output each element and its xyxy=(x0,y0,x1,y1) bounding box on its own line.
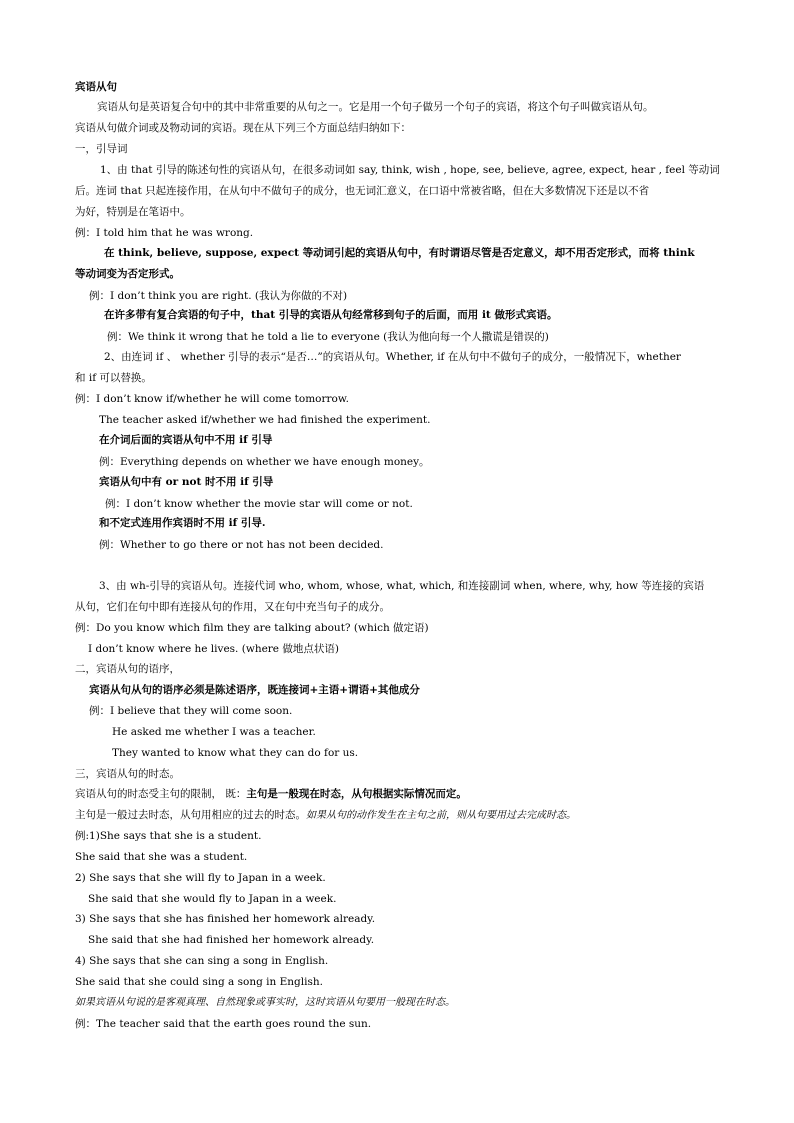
paragraph-1-line-3: 为好，特别是在笔语中。 xyxy=(75,206,191,218)
example-7: 例：I don’t know whether the movie star will come or not. xyxy=(105,498,413,510)
tense-example-1a: 例:1)She says that she is a student. xyxy=(75,830,262,842)
paragraph-1-line-1: 1、由 that 引导的陈述句性的宾语从句，在很多动词如 say, think, wish , hope, see, believe, agree, expect, hear , feel 等动词 xyxy=(100,164,720,176)
tense-example-2b: She said that she would fly to Japan in a week. xyxy=(88,893,337,905)
tense-rule-2 xyxy=(75,808,576,823)
tense-rule-1-lead: 宾语从句的时态受主句的限制， 既： xyxy=(75,788,247,800)
rule-6: 宾语从句从句的语序必须是陈述语序，既连接词+主语+谓语+其他成分 xyxy=(89,684,420,696)
section-2-heading: 二，宾语从句的语序， xyxy=(75,663,180,675)
paragraph-2-line-2: 和 if 可以替换。 xyxy=(75,372,152,384)
intro-line-1: 宾语从句是英语复合句中的其中非常重要的从句之一。它是用一个句子做另一个句子的宾语，将这个句子叫做宾语从句。 xyxy=(97,101,654,113)
section-3-heading: 三，宾语从句的时态。 xyxy=(75,768,180,780)
rule-4: 宾语从句中有 or not 时不用 if 引导 xyxy=(99,476,274,488)
example-1: 例：I told him that he was wrong. xyxy=(75,227,254,239)
doc-title: 宾语从句 xyxy=(75,81,117,93)
example-6: 例：Everything depends on whether we have enough money。 xyxy=(99,456,430,468)
tense-rule-2-lead: 主句是一般过去时态，从句用相应的过去的时态。 xyxy=(75,809,306,821)
example-2: 例：I don’t think you are right. (我认为你做的不对) xyxy=(89,290,348,302)
paragraph-3-line-2: 从句，它们在句中即有连接从句的作用，又在句中充当句子的成分。 xyxy=(75,601,390,613)
tense-example-4b: She said that she could sing a song in English. xyxy=(75,976,323,988)
example-13: They wanted to know what they can do for us. xyxy=(112,747,359,759)
tense-example-5: 例：The teacher said that the earth goes round the sun. xyxy=(75,1018,372,1030)
tense-example-1b: She said that she was a student. xyxy=(75,851,248,863)
rule-5: 和不定式连用作宾语时不用 if 引导. xyxy=(99,517,266,529)
example-12: He asked me whether I was a teacher. xyxy=(112,726,316,738)
tense-example-3a: 3) She says that she has finished her homework already. xyxy=(75,913,376,925)
tense-example-4a: 4) She says that she can sing a song in English. xyxy=(75,955,329,967)
paragraph-3-line-1: 3、由 wh-引导的宾语从句。连接代词 who, whom, whose, what, which, 和连接副词 when, where, why, how 等连接的宾语 xyxy=(99,580,705,592)
paragraph-2-line-1: 2、由连词 if 、 whether 引导的表示“是否…”的宾语从句。Whether, if 在从句中不做句子的成分，一般情况下，whether xyxy=(104,351,681,363)
rule-1-line-1: 在 think, believe, suppose, expect 等动词引起的宾语从句中，有时谓语尽管是否定意义，却不用否定形式，而将 think xyxy=(104,247,695,259)
rule-2: 在许多带有复合宾语的句子中，that 引导的宾语从句经常移到句子的后面，而用 it 做形式宾语。 xyxy=(104,309,558,321)
paragraph-1-line-2: 后。连词 that 只起连接作用，在从句中不做句子的成分，也无词汇意义，在口语中常被省略，但在大多数情况下还是以不省 xyxy=(75,185,650,197)
example-3: 例：We think it wrong that he told a lie to everyone (我认为他向每一个人撒谎是错误的) xyxy=(107,331,549,343)
tense-example-3b: She said that she had finished her homework already. xyxy=(88,934,375,946)
intro-line-2: 宾语从句做介词或及物动词的宾语。现在从下列三个方面总结归纳如下： xyxy=(75,122,411,134)
objective-truth-note: 如果宾语从句说的是客观真理、自然现象或事实时，这时宾语从句要用一般现在时态。 xyxy=(75,997,455,1008)
example-8: 例：Whether to go there or not has not been decided. xyxy=(99,539,384,551)
tense-example-2a: 2) She says that she will fly to Japan in a week. xyxy=(75,872,326,884)
example-4: 例：I don’t know if/whether he will come tomorrow. xyxy=(75,393,349,405)
example-11: 例：I believe that they will come soon. xyxy=(89,705,293,717)
example-9: 例：Do you know which film they are talking about? (which 做定语) xyxy=(75,622,429,634)
example-10: I don’t know where he lives. (where 做地点状语) xyxy=(88,643,339,655)
example-5: The teacher asked if/whether we had finished the experiment. xyxy=(99,414,431,426)
rule-1-line-2: 等动词变为否定形式。 xyxy=(75,268,180,280)
tense-rule-1-emphasis: 主句是一般现在时态，从句根据实际情况而定。 xyxy=(246,788,467,800)
section-1-heading: 一，引导词 xyxy=(75,143,128,155)
tense-rule-1 xyxy=(75,787,467,801)
rule-3: 在介词后面的宾语从句中不用 if 引导 xyxy=(99,434,273,446)
tense-rule-2-note: 如果从句的动作发生在主句之前，则从句要用过去完成时态。 xyxy=(306,810,576,821)
